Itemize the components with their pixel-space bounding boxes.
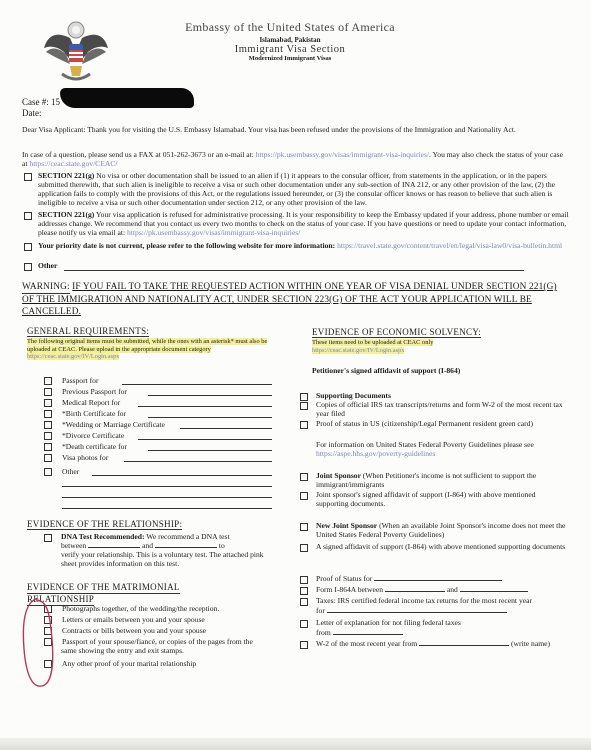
- us-status-checkbox[interactable]: [300, 421, 308, 429]
- general-requirements-heading: GENERAL REQUIREMENTS:: [27, 326, 150, 336]
- dna-explanation: verify your relationship. This is a voluntary test. The attached pink sheet provides information on this test.: [61, 550, 264, 568]
- list-item: Other: [44, 467, 79, 476]
- embassy-title: Embassy of the United States of America: [185, 20, 395, 34]
- item-checkbox[interactable]: [44, 410, 52, 418]
- item-checkbox[interactable]: [44, 388, 52, 396]
- section-221g-admin-checkbox[interactable]: [24, 212, 32, 220]
- list-item: *Birth Certificate for: [44, 409, 126, 418]
- embassy-city: Islamabad, Pakistan: [259, 36, 321, 44]
- contact-paragraph: In case of a question, please send us a FAX at 051-262-3673 or an e-mail at: https://pk.usembassy.gov/visas/immigrant-visa-inquiries/. You may also check the status of your case at https://ceac.state.gov/CEAC/: [22, 150, 563, 168]
- item-checkbox[interactable]: [44, 377, 52, 385]
- letter-explanation-checkbox[interactable]: [300, 620, 308, 628]
- other-checkbox[interactable]: [24, 263, 32, 271]
- supporting-docs-checkbox[interactable]: [300, 393, 308, 401]
- item-checkbox[interactable]: [44, 399, 52, 407]
- joint-sponsor-text: Joint Sponsor (When Petitioner's income is not sufficient to support the immigrant/immigrants: [316, 471, 537, 489]
- proof-status-checkbox[interactable]: [300, 576, 308, 584]
- item-checkbox[interactable]: [44, 468, 52, 476]
- list-item: Visa photos for: [44, 453, 108, 462]
- list-item-continuation: same showing the entry and exit stamps.: [61, 646, 184, 655]
- ceac-link[interactable]: https://ceac.state.gov/CEAC/: [29, 159, 118, 168]
- form-i864a-checkbox[interactable]: [300, 587, 308, 595]
- list-item: Letters or emails between you and your spouse: [44, 615, 205, 624]
- dna-paragraph: DNA Test Recommended: We recommend a DNA test: [61, 532, 230, 541]
- section-221g-text: SECTION 221(g) No visa or other documentation shall be issued to an alien if (1) it appears to the consular officer, from statements in the application, or in the papers submitted therewith, that such alien is ineligible to receive a visa or such other documentation under any sub-section of INA 212, or any other provision of the law, (2) the application fails to comply with the provisions of this Act, or the regulations issued hereunder, or (3) the consular officer knows or has reason to believe that such alien is ineligible to receive a visa or such other documentation under section 212, or any other provision of the law.: [38, 171, 556, 207]
- w2-checkbox[interactable]: [300, 641, 308, 649]
- scan-edge: [0, 738, 591, 750]
- section-subtitle: Modernized Immigrant Visas: [248, 55, 332, 62]
- letter-explanation-text: Letter of explanation for not filing federal taxes: [316, 618, 461, 627]
- section-title: Immigrant Visa Section: [234, 44, 346, 55]
- visa-bulletin-link[interactable]: https://travel.state.gov/content/travel/en/legal/visa-law0/visa-bulletin.html: [337, 241, 563, 250]
- item-checkbox[interactable]: [44, 454, 52, 462]
- taxes-for-line: for: [316, 606, 507, 615]
- list-item: Passport of your spouse/fiancé, or copies of the pages from the: [44, 637, 253, 646]
- new-affidavit-text: A signed affidavit of support (I-864) with above mentioned supporting documents: [316, 542, 566, 551]
- intro-paragraph: Dear Visa Applicant: Thank you for visiting the U.S. Embassy Islamabad. Your visa has been refused under the provisions of the Immigration and Nationality Act.: [22, 125, 516, 134]
- list-item: Medical Report for: [44, 398, 120, 407]
- dna-between-line: between and to: [61, 541, 225, 550]
- list-item: Passport for: [44, 376, 99, 385]
- inquiries-link-2[interactable]: https://pk.usembassy.gov/visas/immigrant-visa-inquiries/: [127, 228, 301, 237]
- new-joint-sponsor-text: New Joint Sponsor (When an available Joint Sponsor's income does not meet the United States Federal Poverty Guidelines): [316, 521, 566, 539]
- irs-text: Copies of official IRS tax transcripts/returns and form W-2 of the most recent tax year filed: [316, 400, 563, 418]
- dna-checkbox[interactable]: [44, 534, 52, 542]
- new-affidavit-checkbox[interactable]: [300, 544, 308, 552]
- list-item: Previous Passport for: [44, 387, 127, 396]
- economic-note: These items need to be uploaded at CEAC only https://ceac.state.gov/IV/Login.aspx: [312, 339, 434, 354]
- list-item: Any other proof of your marital relationship: [44, 659, 196, 668]
- date-label: Date:: [22, 108, 42, 118]
- other-line: [64, 270, 524, 271]
- item-checkbox[interactable]: [44, 421, 52, 429]
- petitioner-affidavit: Petitioner's signed affidavit of support (I-864): [312, 366, 461, 375]
- redaction-bar: [60, 88, 194, 108]
- form-i864a-text: Form I-864A between and: [316, 585, 528, 594]
- list-item: Contracts or bills between you and your spouse: [44, 626, 206, 635]
- other-label: Other: [38, 261, 58, 270]
- poverty-guidelines-text: For information on United States Federal Poverty Guidelines please see https://aspe.hhs.gov/poverty-guidelines: [316, 440, 534, 458]
- general-requirements-note: The following original items must be submitted, while the ones with an asterisk* must also be uploaded at CEAC. Please upload in the appropriate document category https://ceac.state.gov/IV/Login.aspx: [27, 338, 268, 361]
- section-221g-checkbox[interactable]: [24, 173, 32, 181]
- proof-status-text: Proof of Status for: [316, 574, 502, 583]
- new-joint-sponsor-checkbox[interactable]: [300, 523, 308, 531]
- ceac-login-link-2[interactable]: https://ceac.state.gov/IV/Login.aspx: [312, 346, 405, 354]
- supporting-docs-label: Supporting Documents: [316, 391, 391, 400]
- irs-checkbox[interactable]: [300, 402, 308, 410]
- list-item: Photographs together, of the wedding/the reception.: [44, 604, 219, 613]
- handwritten-circle-mark: [18, 594, 58, 692]
- w2-text: W-2 of the most recent year from (write name): [316, 639, 551, 648]
- us-status-text: Proof of status in US (citizenship/Legal Permanent resident green card): [316, 419, 533, 428]
- case-number: Case #: 15: [22, 97, 60, 107]
- priority-date-checkbox[interactable]: [24, 243, 32, 251]
- taxes-checkbox[interactable]: [300, 598, 308, 606]
- section-221g-admin-text: SECTION 221(g) Your visa application is refused for administrative processing. It is your responsibility to keep the Embassy updated if your address, phone number or email addresses change. We recommend that you contact us every two months to check on the status of your case. If you have questions or need to update your contact information, please notify us via email at: https://pk.usembassy.gov/visas/immigrant-visa-inquiries/: [38, 210, 569, 237]
- joint-sponsor-checkbox[interactable]: [300, 473, 308, 481]
- joint-affidavit-text: Joint sponsor's signed affidavit of support (I-864) with above mentioned supporting documents.: [316, 490, 536, 508]
- eagle-seal-icon: [40, 18, 112, 88]
- item-checkbox[interactable]: [44, 432, 52, 440]
- warning-block: WARNING: IF YOU FAIL TO TAKE THE REQUESTED ACTION WITHIN ONE YEAR OF VISA DENIAL UNDER SECTION 221(G) OF THE IMMIGRATION AND NATIONALITY ACT, UNDER SECTION 223(G) OF THE ACT YOUR APPLICATION WILL BE CANCELLED.: [22, 282, 557, 317]
- item-checkbox[interactable]: [44, 443, 52, 451]
- list-item: *Death certificate for: [44, 442, 127, 451]
- joint-affidavit-checkbox[interactable]: [300, 492, 308, 500]
- ceac-login-link[interactable]: https://ceac.state.gov/IV/Login.aspx: [27, 353, 120, 361]
- matrimonial-heading: EVIDENCE OF THE MATRIMONIAL RELATIONSHIP: [27, 582, 180, 604]
- priority-date-text: Your priority date is not current, please refer to the following website for more information: https://travel.state.gov/content/travel/en/legal/visa-law0/visa-bulletin.html: [38, 241, 563, 250]
- list-item: *Divorce Certificate: [44, 431, 124, 440]
- letter-from-line: from: [316, 628, 403, 637]
- taxes-text: Taxes: IRS certified federal income tax returns for the most recent year: [316, 596, 533, 605]
- inquiries-link[interactable]: https://pk.usembassy.gov/visas/immigrant-visa-inquiries/: [255, 150, 430, 159]
- poverty-guidelines-link[interactable]: https://aspe.hhs.gov/poverty-guidelines: [316, 449, 436, 458]
- relationship-heading: EVIDENCE OF THE RELATIONSHIP:: [27, 519, 183, 529]
- list-item: *Wedding or Marriage Certificate: [44, 420, 165, 429]
- economic-heading: EVIDENCE OF ECONOMIC SOLVENCY:: [312, 327, 482, 337]
